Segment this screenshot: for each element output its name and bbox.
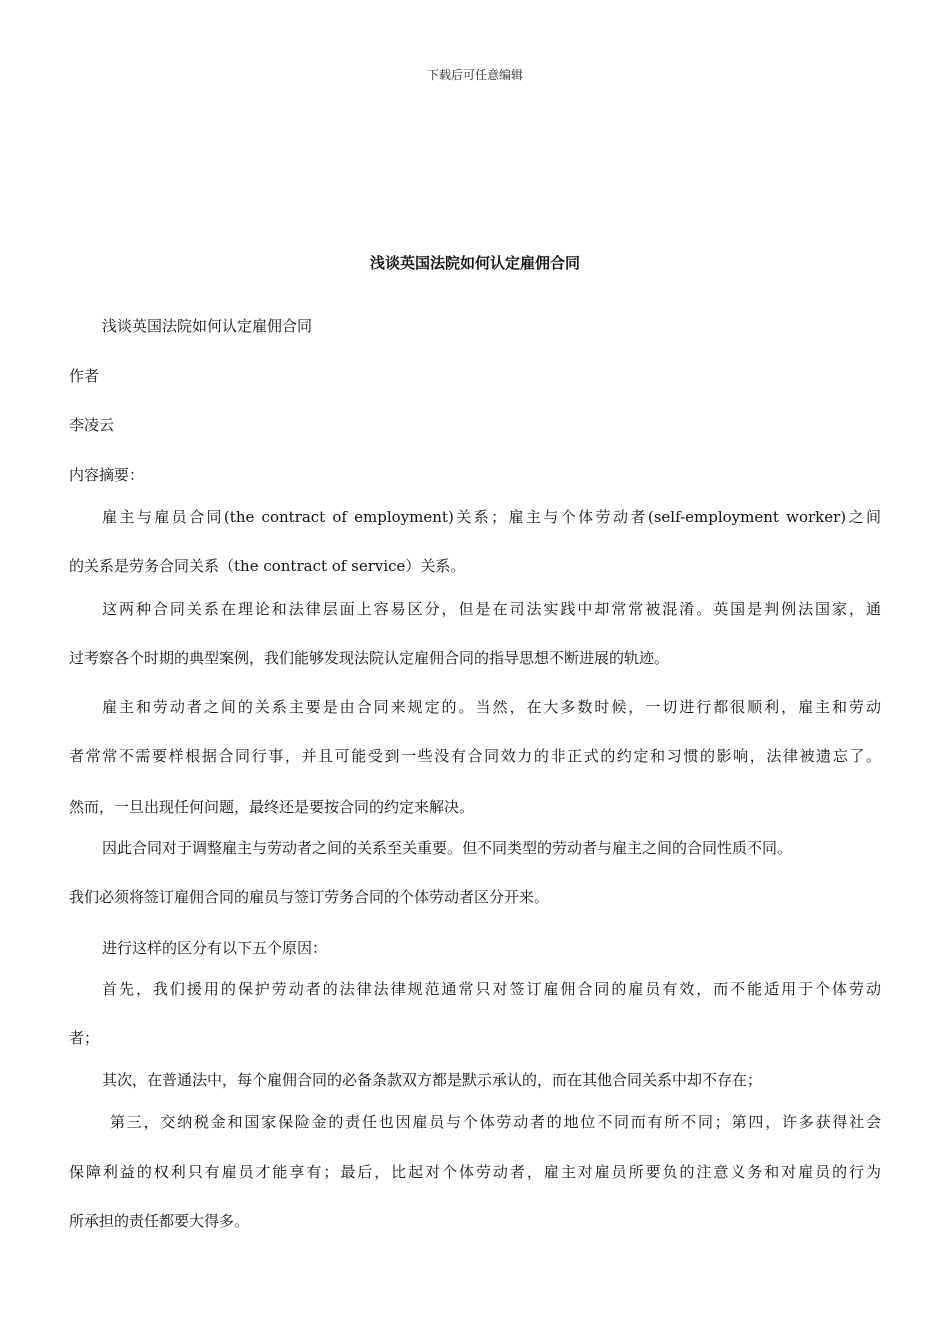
paragraph-line: 然而，一旦出现任何问题，最终还是要按合同的约定来解决。 xyxy=(69,798,475,816)
author-name: 李凌云 xyxy=(69,416,115,434)
paragraph-line: 雇主与雇员合同(the contract of employment)关系；雇主与个体劳动者(self-employment worker)之间 xyxy=(102,508,881,526)
paragraph-line: 这两种合同关系在理论和法律层面上容易区分，但是在司法实践中却常常被混淆。英国是判例法国家，通 xyxy=(102,600,881,618)
paragraph-line: 首先，我们援用的保护劳动者的法律法律规范通常只对签订雇佣合同的雇员有效，而不能适用于个体劳动 xyxy=(102,980,881,998)
paragraph-line: 者常常不需要样根据合同行事，并且可能受到一些没有合同效力的非正式的约定和习惯的影响，法律被遗忘了。 xyxy=(69,747,881,765)
document-title: 浅谈英国法院如何认定雇佣合同 xyxy=(369,254,580,272)
paragraph-line: 者； xyxy=(69,1029,100,1047)
paragraph-line: 保障利益的权利只有雇员才能享有；最后，比起对个体劳动者，雇主对雇员所要负的注意义务和对雇员的行为 xyxy=(69,1163,881,1181)
header-note: 下载后可任意编辑 xyxy=(426,68,523,82)
subtitle-line: 浅谈英国法院如何认定雇佣合同 xyxy=(102,317,313,335)
paragraph-line: 的关系是劳务合同关系（the contract of service）关系。 xyxy=(69,557,466,575)
paragraph-line: 因此合同对于调整雇主与劳动者之间的关系至关重要。但不同类型的劳动者与雇主之间的合同性质不同。 xyxy=(102,839,793,857)
paragraph-line: 所承担的责任都要大得多。 xyxy=(69,1212,250,1230)
paragraph-line: 过考察各个时期的典型案例，我们能够发现法院认定雇佣合同的指导思想不断进展的轨迹。 xyxy=(69,649,670,667)
paragraph-line: 我们必须将签订雇佣合同的雇员与签订劳务合同的个体劳动者区分开来。 xyxy=(69,888,550,906)
abstract-label: 内容摘要： xyxy=(69,466,145,484)
paragraph-line: 进行这样的区分有以下五个原因： xyxy=(102,939,328,957)
paragraph-line: 其次，在普通法中，每个雇佣合同的必备条款双方都是默示承认的，而在其他合同关系中却不存在； xyxy=(102,1071,763,1089)
paragraph-line: 雇主和劳动者之间的关系主要是由合同来规定的。当然，在大多数时候，一切进行都很顺利，雇主和劳动 xyxy=(102,698,881,716)
author-label: 作者 xyxy=(69,367,100,385)
paragraph-line: 第三，交纳税金和国家保险金的责任也因雇员与个体劳动者的地位不同而有所不同；第四，许多获得社会 xyxy=(110,1113,881,1131)
